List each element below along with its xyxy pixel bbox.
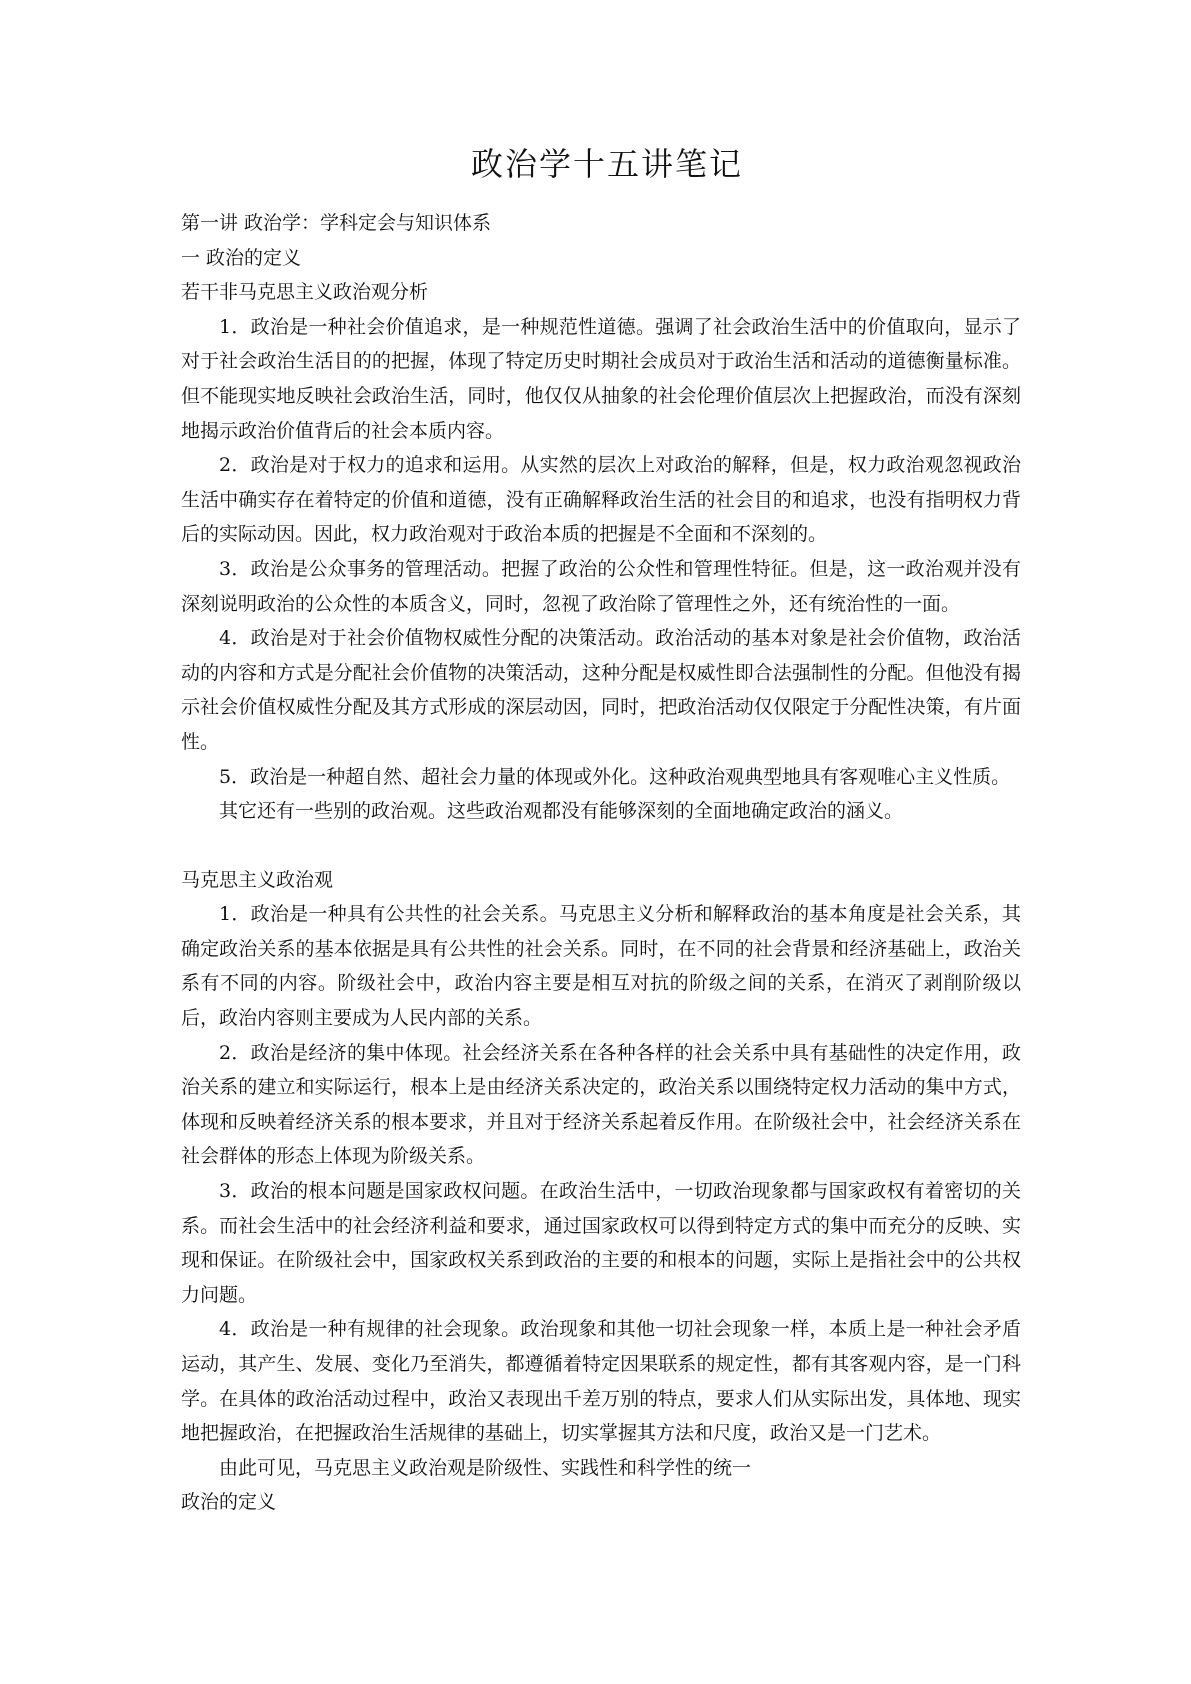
non-marxist-closing: 其它还有一些别的政治观。这些政治观都没有能够深刻的全面地确定政治的涵义。 xyxy=(219,800,904,823)
section-heading: 一 政治的定义 xyxy=(181,246,302,269)
non-marxist-item-2: 2．政治是对于权力的追求和运用。从实然的层次上对政治的解释，但是，权力政治观忽视政治生活中确实存在着特定的价值和道德，没有正确解释政治生活的社会目的和追求，也没有指明权力背后的实际动因。因此，权力政治观对于政治本质的把握是不全面和不深刻的。 xyxy=(181,454,1021,546)
document-title: 政治学十五讲笔记 xyxy=(470,145,743,183)
marxist-closing: 由此可见，马克思主义政治观是阶级性、实践性和科学性的统一 xyxy=(219,1456,752,1479)
non-marxist-item-4: 4．政治是对于社会价值物权威性分配的决策活动。政治活动的基本对象是社会价值物，政治活动的内容和方式是分配社会价值物的决策活动，这种分配是权威性即合法强制性的分配。但他没有揭示社会价值权威性分配及其方式形成的深层动因，同时，把政治活动仅仅限定于分配性决策，有片面性。 xyxy=(181,627,1021,753)
section-spacer xyxy=(181,829,1021,863)
marxist-item-2: 2．政治是经济的集中体现。社会经济关系在各种各样的社会关系中具有基础性的决定作用，政治关系的建立和实际运行，根本上是由经济关系决定的，政治关系以围绕特定权力活动的集中方式，体现和反映着经济关系的根本要求，并且对于经济关系起着反作用。在阶级社会中，社会经济关系在社会群体的形态上体现为阶级关系。 xyxy=(181,1041,1021,1168)
non-marxist-item-1: 1．政治是一种社会价值追求，是一种规范性道德。强调了社会政治生活中的价值取向，显示了对于社会政治生活目的的把握，体现了特定历史时期社会成员对于政治生活和活动的道德衡量标准。但不能现实地反映社会政治生活，同时，他仅仅从抽象的社会伦理价值层次上把握政治，而没有深刻地揭示政治价值背后的社会本质内容。 xyxy=(181,315,1021,442)
final-heading: 政治的定义 xyxy=(181,1491,277,1514)
marxist-item-1: 1．政治是一种具有公共性的社会关系。马克思主义分析和解释政治的基本角度是社会关系，其确定政治关系的基本依据是具有公共性的社会关系。同时，在不同的社会背景和经济基础上，政治关系有不同的内容。阶级社会中，政治内容主要是相互对抗的阶级之间的关系，在消灭了剥削阶级以后，政治内容则主要成为人民内部的关系。 xyxy=(181,903,1021,1030)
lecture-heading: 第一讲 政治学：学科定会与知识体系 xyxy=(181,212,492,234)
document-content xyxy=(181,140,1021,1520)
non-marxist-heading: 若干非马克思主义政治观分析 xyxy=(181,281,429,304)
non-marxist-item-3: 3．政治是公众事务的管理活动。把握了政治的公众性和管理性特征。但是，这一政治观并没有深刻说明政治的公众性的本质含义，同时，忽视了政治除了管理性之外，还有统治性的一面。 xyxy=(181,557,1021,615)
marxist-item-4: 4．政治是一种有规律的社会现象。政治现象和其他一切社会现象一样，本质上是一种社会矛盾运动，其产生、发展、变化乃至消失，都遵循着特定因果联系的规定性，都有其客观内容，是一门科学。在具体的政治活动过程中，政治又表现出千差万别的特点，要求人们从实际出发，具体地、现实地把握政治，在把握政治生活规律的基础上，切实掌握其方法和尺度，政治又是一门艺术。 xyxy=(181,1318,1021,1445)
marxist-item-3: 3．政治的根本问题是国家政权问题。在政治生活中，一切政治现象都与国家政权有着密切的关系。而社会生活中的社会经济利益和要求，通过国家政权可以得到特定方式的集中而充分的反映、实现和保证。在阶级社会中，国家政权关系到政治的主要的和根本的问题，实际上是指社会中的公共权力问题。 xyxy=(181,1180,1021,1306)
non-marxist-item-5: 5．政治是一种超自然、超社会力量的体现或外化。这种政治观典型地具有客观唯心主义性质。 xyxy=(219,765,1011,788)
marxist-heading: 马克思主义政治观 xyxy=(181,868,334,891)
